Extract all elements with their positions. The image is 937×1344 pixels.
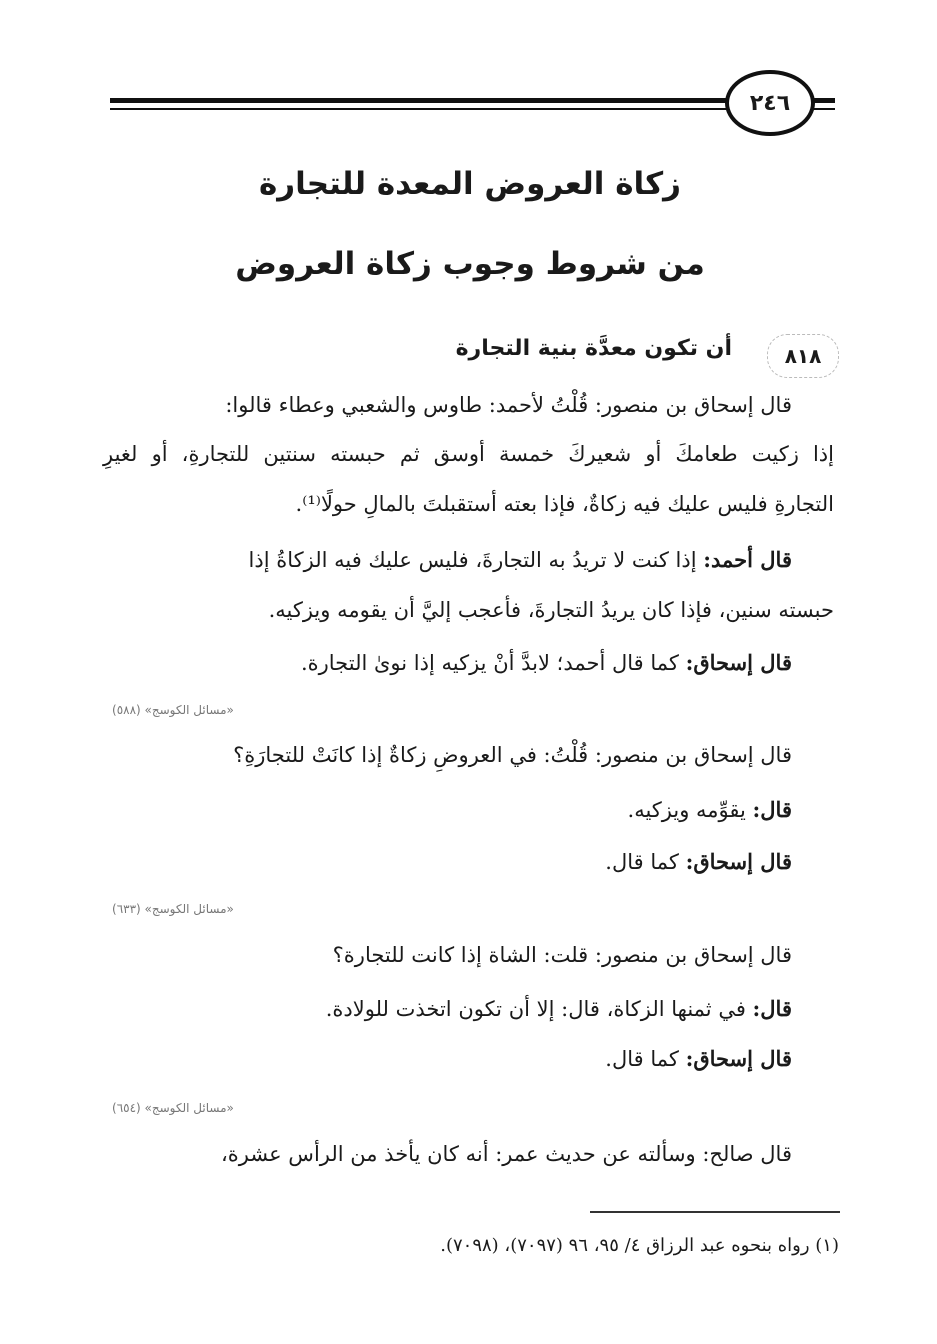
chapter-title: زكاة العروض المعدة للتجارة (258, 166, 682, 202)
text-span: في ثمنها الزكاة، قال: إلا أن تكون اتخذت للولادة. (325, 997, 753, 1021)
text-line: التجارةِ فليس عليك فيه زكاةٌ، فإذا بعته أستقبلتَ بالمالِ حولًا⁽¹⁾. (295, 492, 834, 516)
header-rule-right-thin (813, 108, 835, 110)
speaker-label: قال: (752, 797, 792, 822)
text-line: قال إسحاق بن منصور: قُلْتُ لأحمد: طاوس والشعبي وعطاء قالوا: (225, 393, 792, 417)
text-line (628, 797, 792, 823)
text-line: إذا زكيت طعامكَ أو شعيركَ خمسة أوسق ثم حبسته سنتين للتجارةِ، أو لغيرِ (103, 442, 834, 466)
source-citation: «مسائل الكوسج» (٥٨٨) (112, 703, 234, 717)
text-line: قال إسحاق بن منصور: قُلْتُ: في العروضِ زكاةٌ إذا كانَتْ للتجارَةِ؟ (233, 743, 792, 767)
speaker-label: قال إسحاق: (685, 1046, 792, 1071)
speaker-label: قال: (752, 996, 792, 1021)
page-number: ٢٤٦ (749, 90, 791, 116)
footnote: (١) رواه بنحوه عبد الرزاق ٤/ ٩٥، ٩٦ (٧٠٩٧)، (٧٠٩٨). (440, 1235, 839, 1256)
header-rule-right (813, 98, 835, 103)
page-number-frame (725, 70, 815, 136)
header-rule-thick (110, 98, 730, 103)
text-line: حبسته سنين، فإذا كان يريدُ التجارةَ، فأعجب إليَّ أن يقومه ويزكيه. (268, 598, 834, 622)
text-line (249, 547, 792, 573)
speaker-label: قال إسحاق: (685, 650, 792, 675)
text-line (605, 849, 792, 875)
speaker-label: قال إسحاق: (685, 849, 792, 874)
text-span: كما قال. (605, 1047, 686, 1071)
section-title: من شروط وجوب زكاة العروض (235, 246, 705, 282)
text-line (326, 996, 792, 1022)
speaker-label: قال أحمد: (703, 547, 792, 572)
source-citation: «مسائل الكوسج» (٦٣٣) (112, 902, 234, 916)
text-span: يقوِّمه ويزكيه. (627, 798, 753, 822)
item-number-badge (767, 334, 839, 378)
item-title: أن تكون معدَّة بنية التجارة (455, 336, 732, 361)
text-line: قال صالح: وسألته عن حديث عمر: أنه كان يأخذ من الرأس عشرة، (221, 1142, 792, 1166)
text-span: كما قال أحمد؛ لابدَّ أنْ يزكيه إذا نوىٰ التجارة. (300, 651, 686, 675)
text-span: إذا كنت لا تريدُ به التجارةَ، فليس عليك فيه الزكاةُ إذا (248, 548, 704, 572)
header-rule-thin (110, 108, 730, 110)
footnote-rule (590, 1211, 840, 1213)
text-line (605, 1046, 792, 1072)
text-line (301, 650, 792, 676)
item-number: ٨١٨ (784, 344, 822, 368)
source-citation: «مسائل الكوسج» (٦٥٤) (112, 1101, 234, 1115)
text-span: كما قال. (605, 850, 686, 874)
text-line: قال إسحاق بن منصور: قلت: الشاة إذا كانت للتجارة؟ (332, 943, 792, 967)
